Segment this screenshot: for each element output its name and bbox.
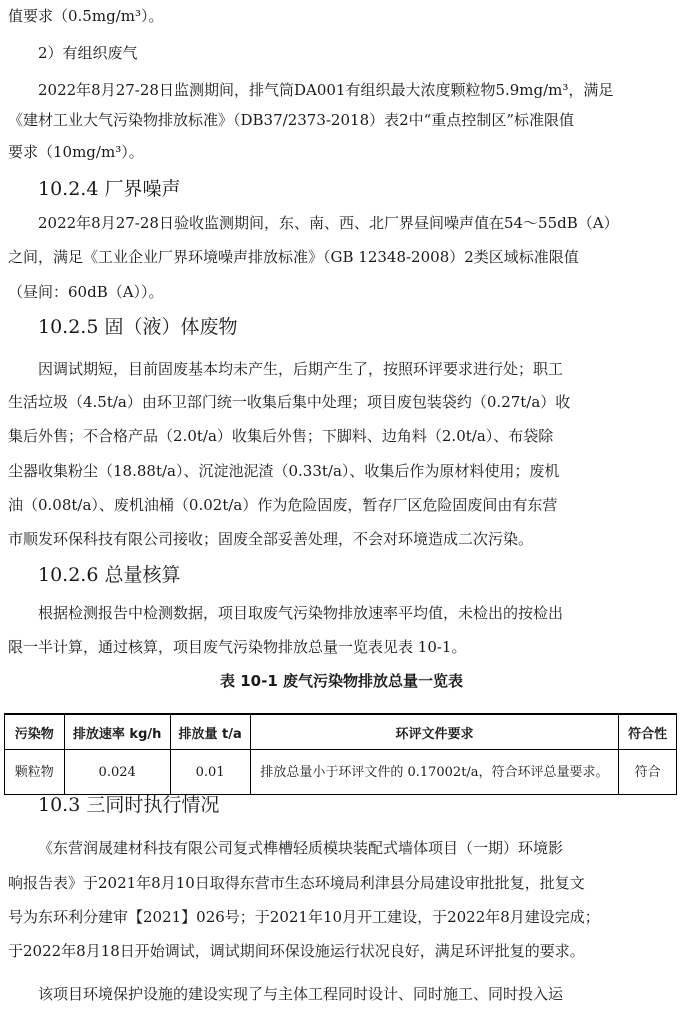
table-header-row: [5, 714, 677, 750]
subheading-organized-exhaust: 2）有组织废气: [38, 44, 138, 62]
cell-pollutant: 颗粒物: [5, 750, 65, 795]
header-emission-amount: 排放量 t/a: [170, 714, 250, 750]
paragraph-line: 根据检测报告中检测数据，项目取废气污染物排放速率平均值，未检出的按检出: [38, 604, 564, 622]
paragraph-line: （昼间：60dB（A））。: [8, 283, 164, 301]
paragraph-line: 油（0.08t/a）、废机油桶（0.02t/a）作为危险固废，暂存厂区危险固废间由有东营: [8, 496, 558, 514]
table-row: [5, 750, 677, 795]
cell-compliance: 符合: [619, 750, 677, 795]
section-heading-10-2-4: 10.2.4 厂界噪声: [38, 178, 181, 200]
paragraph-line: 尘器收集粉尘（18.88t/a）、沉淀池泥渣（0.33t/a）、收集后作为原材料使用；废机: [8, 462, 560, 480]
paragraph-line: 于2022年8月18日开始调试，调试期间环保设施运行状况良好，满足环评批复的要求。: [8, 942, 585, 960]
paragraph-line: 《建材工业大气污染物排放标准》（DB37/2373-2018）表2中“重点控制区”标准限值: [8, 111, 574, 129]
paragraph-line: 值要求（0.5mg/m³）。: [8, 7, 164, 25]
paragraph-line: 之间，满足《工业企业厂界环境噪声排放标准》（GB 12348-2008）2类区域标准限值: [8, 248, 579, 266]
paragraph-line: 市顺发环保科技有限公司接收；固废全部妥善处理，不会对环境造成二次污染。: [8, 530, 534, 548]
header-eia-requirement: 环评文件要求: [250, 714, 619, 750]
paragraph-line: 号为东环利分建审【2021】026号；于2021年10月开工建设，于2022年8月建设完成；: [8, 908, 600, 926]
header-emission-rate: 排放速率 kg/h: [64, 714, 170, 750]
table-caption: 表 10-1 废气污染物排放总量一览表: [220, 672, 463, 690]
header-compliance: 符合性: [619, 714, 677, 750]
section-heading-10-3: 10.3 三同时执行情况: [38, 794, 220, 816]
section-heading-10-2-5: 10.2.5 固（液）体废物: [38, 316, 238, 338]
paragraph-line: 生活垃圾（4.5t/a）由环卫部门统一收集后集中处理；项目废包装袋约（0.27t/a）收: [8, 393, 571, 411]
header-pollutant: 污染物: [5, 714, 65, 750]
paragraph-line: 2022年8月27-28日监测期间，排气筒DA001有组织最大浓度颗粒物5.9mg/m³，满足: [38, 81, 614, 99]
paragraph-line: 2022年8月27-28日验收监测期间，东、南、西、北厂界昼间噪声值在54～55dB（A）: [38, 214, 619, 232]
cell-emission-rate: 0.024: [64, 750, 170, 795]
paragraph-line: 要求（10mg/m³）。: [8, 143, 144, 161]
paragraph-line: 限一半计算，通过核算，项目废气污染物排放总量一览表见表 10-1。: [8, 638, 467, 656]
section-heading-10-2-6: 10.2.6 总量核算: [38, 564, 181, 586]
paragraph-line: 集后外售；不合格产品（2.0t/a）收集后外售；下脚料、边角料（2.0t/a）、布袋除: [8, 427, 554, 445]
paragraph-line: 该项目环境保护设施的建设实现了与主体工程同时设计、同时施工、同时投入运: [38, 985, 564, 1003]
emission-summary-table: [4, 713, 677, 795]
paragraph-line: 《东营润晟建材科技有限公司复式榫槽轻质模块装配式墙体项目（一期）环境影: [38, 839, 564, 857]
paragraph-line: 因调试期短，目前固废基本均未产生，后期产生了，按照环评要求进行处；职工: [38, 360, 564, 378]
paragraph-line: 响报告表》于2021年8月10日取得东营市生态环境局利津县分局建设审批批复，批复文: [8, 874, 585, 892]
cell-eia-requirement: 排放总量小于环评文件的 0.17002t/a，符合环评总量要求。: [250, 750, 619, 795]
cell-emission-amount: 0.01: [170, 750, 250, 795]
